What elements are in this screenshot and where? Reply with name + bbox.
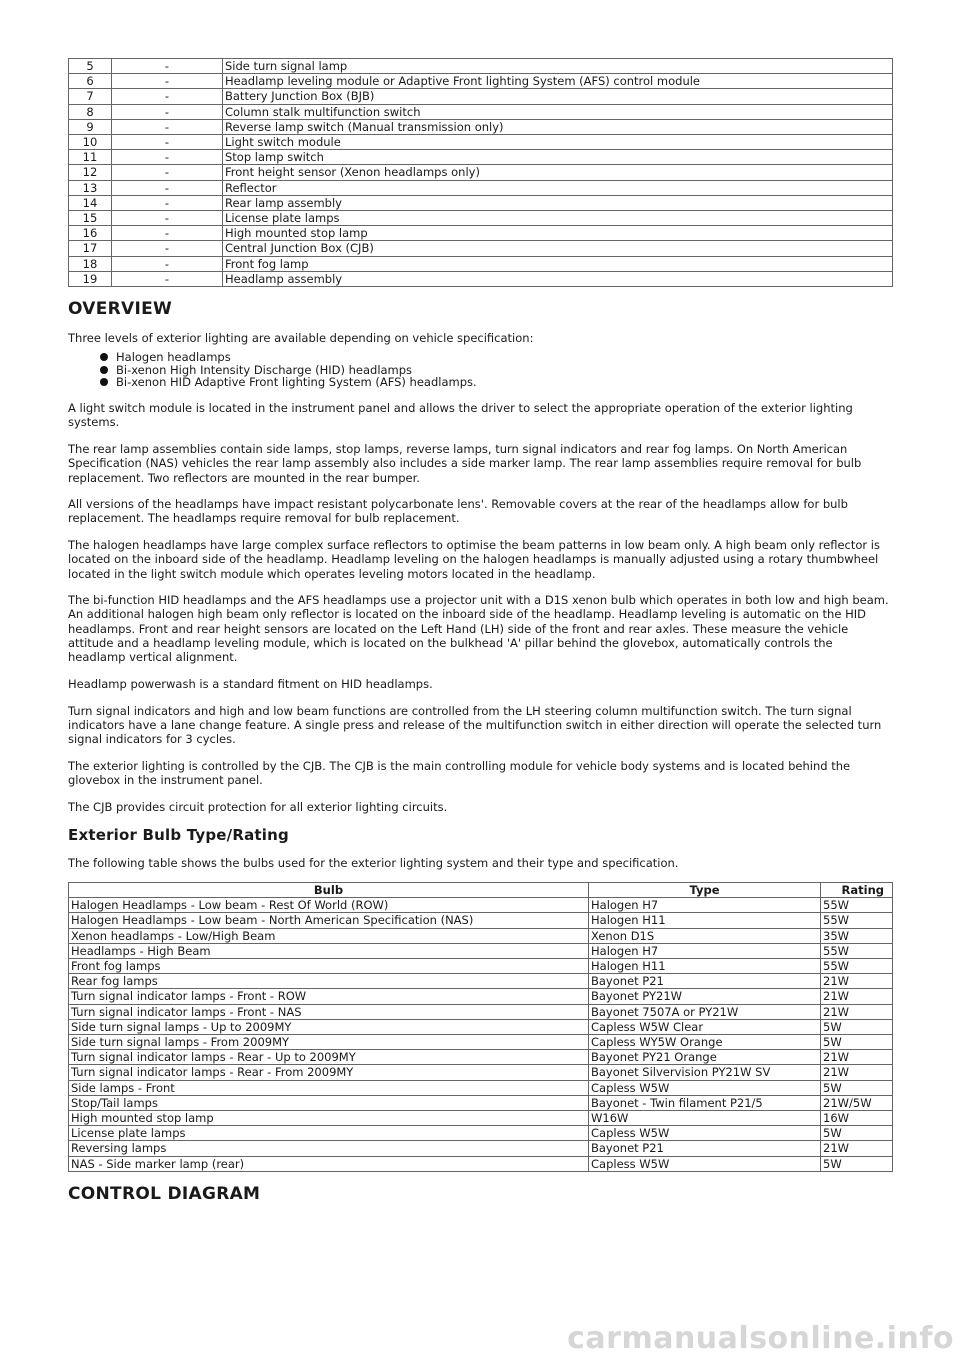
table-row [69,1019,893,1034]
bulb-name-cell: Side turn signal lamps - From 2009MY [69,1034,589,1049]
bulb-type-cell: Capless W5W [589,1156,821,1171]
paragraph: The halogen headlamps have large complex surface reflectors to optimise the beam patterns in low beam only. A high beam only reflector is located on the inboard side of the headlamp. Headlamp leveling on the halogen headlamps is manually adjusted using a rotary thumbwheel located in the light switch module which operates leveling motors located in the headlamp. [68,538,880,581]
table-row [69,180,893,195]
table-row [69,1141,893,1156]
table-row [69,943,893,958]
table-row [69,974,893,989]
legend-number: 18 [69,256,112,271]
bulb-rating-cell: 21W [821,1141,893,1156]
bulb-type-cell: Bayonet PY21 Orange [589,1050,821,1065]
bulb-rating-cell: 55W [821,958,893,973]
bulb-rating-cell: 55W [821,898,893,913]
table-row [69,1034,893,1049]
bulb-rating-cell: 5W [821,1034,893,1049]
bulb-type-cell: Bayonet - Twin filament P21/5 [589,1095,821,1110]
legend-number: 8 [69,104,112,119]
table-row [69,1126,893,1141]
legend-number: 12 [69,165,112,180]
legend-description: Headlamp leveling module or Adaptive Front lighting System (AFS) control module [223,74,893,89]
bulb-rating-cell: 16W [821,1110,893,1125]
bulb-rating-cell: 21W [821,1004,893,1019]
bulb-type-cell: Xenon D1S [589,928,821,943]
bulb-table-body [69,898,893,1172]
paragraph: A light switch module is located in the instrument panel and allows the driver to select the appropriate operation of the exterior lighting systems. [68,401,853,430]
list-item-text: Bi-xenon HID Adaptive Front lighting System (AFS) headlamps. [116,375,477,390]
legend-number: 17 [69,241,112,256]
legend-number: 14 [69,195,112,210]
table-row [69,256,893,271]
bulb-name-cell: Turn signal indicator lamps - Front - NAS [69,1004,589,1019]
table-row [69,74,893,89]
list-item [68,376,892,389]
bulb-type-cell: W16W [589,1110,821,1125]
bulb-rating-cell: 21W [821,1050,893,1065]
bulb-rating-cell: 21W/5W [821,1095,893,1110]
bulb-name-cell: Side turn signal lamps - Up to 2009MY [69,1019,589,1034]
bulb-rating-cell: 55W [821,913,893,928]
table-row [69,165,893,180]
legend-dash: - [112,211,223,226]
bulb-type-cell: Bayonet PY21W [589,989,821,1004]
legend-description: Side turn signal lamp [223,59,893,74]
paragraph: The bi-function HID headlamps and the AFS headlamps use a projector unit with a D1S xenon bulb which operates in both low and high beam. An additional halogen high beam only reflector is located on the inboard side of the headlamp. Headlamp leveling is automatic on the HID headlamps. Front and rear height sensors are located on the Left Hand (LH) side of the front and rear axles. These measure the vehicle attitude and a headlamp leveling module, which is located on the bulkhead 'A' pillar behind the glovebox, automatically controls the headlamp vertical alignment. [68,593,889,665]
list-item-text: Halogen headlamps [116,350,231,365]
bulb-rating-cell: 5W [821,1126,893,1141]
bulb-rating-cell: 5W [821,1080,893,1095]
paragraph: Headlamp powerwash is a standard fitment on HID headlamps. [68,676,433,691]
legend-number: 7 [69,89,112,104]
bulb-rating-heading: Exterior Bulb Type/Rating [68,825,289,844]
table-row [69,211,893,226]
bulb-rating-cell: 21W [821,1065,893,1080]
bulb-name-cell: Stop/Tail lamps [69,1095,589,1110]
table-row [69,59,893,74]
bulb-name-cell: Rear fog lamps [69,974,589,989]
bulb-name-cell: NAS - Side marker lamp (rear) [69,1156,589,1171]
table-row [69,119,893,134]
bulb-rating-cell: 21W [821,974,893,989]
headlamp-levels-list [68,351,892,389]
paragraph: The CJB provides circuit protection for all exterior lighting circuits. [68,799,448,814]
bulb-type-cell: Halogen H7 [589,898,821,913]
legend-number: 9 [69,119,112,134]
legend-dash: - [112,226,223,241]
table-row [69,958,893,973]
bulb-type-cell: Bayonet Silvervision PY21W SV [589,1065,821,1080]
table-row [69,898,893,913]
control-diagram-heading: CONTROL DIAGRAM [68,1183,261,1204]
bulb-name-cell: Reversing lamps [69,1141,589,1156]
legend-description: Battery Junction Box (BJB) [223,89,893,104]
legend-number: 6 [69,74,112,89]
legend-dash: - [112,271,223,286]
bulb-name-cell: Halogen Headlamps - Low beam - North American Specification (NAS) [69,913,589,928]
overview-heading: OVERVIEW [68,299,173,320]
bulb-name-cell: Halogen Headlamps - Low beam - Rest Of World (ROW) [69,898,589,913]
table-row [69,241,893,256]
table-row [69,195,893,210]
legend-number: 5 [69,59,112,74]
bulb-name-cell: License plate lamps [69,1126,589,1141]
table-row [69,104,893,119]
bulb-type-cell: Halogen H11 [589,958,821,973]
legend-dash: - [112,59,223,74]
table-header-row [69,882,893,897]
legend-description: Headlamp assembly [223,271,893,286]
table-row [69,135,893,150]
legend-description: Stop lamp switch [223,150,893,165]
table-row [69,928,893,943]
bulb-rating-cell: 35W [821,928,893,943]
bulb-type-cell: Capless W5W Clear [589,1019,821,1034]
bulb-name-cell: High mounted stop lamp [69,1110,589,1125]
legend-description: Reverse lamp switch (Manual transmission only) [223,119,893,134]
legend-dash: - [112,165,223,180]
bulb-rating-cell: 5W [821,1156,893,1171]
legend-description: Front height sensor (Xenon headlamps only) [223,165,893,180]
legend-dash: - [112,119,223,134]
table-row [69,1050,893,1065]
legend-description: Column stalk multifunction switch [223,104,893,119]
table-row [69,1156,893,1171]
legend-description: Light switch module [223,135,893,150]
bulb-name-cell: Turn signal indicator lamps - Rear - From 2009MY [69,1065,589,1080]
bulb-type-cell: Capless WY5W Orange [589,1034,821,1049]
legend-dash: - [112,256,223,271]
legend-number: 10 [69,135,112,150]
bulb-name-cell: Side lamps - Front [69,1080,589,1095]
column-header-bulb: Bulb [69,882,589,897]
table-row [69,150,893,165]
paragraph: The rear lamp assemblies contain side lamps, stop lamps, reverse lamps, turn signal indicators and rear fog lamps. On North American Specification (NAS) vehicles the rear lamp assembly also includes a side marker lamp. The rear lamp assemblies require removal for bulb replacement. Two reflectors are mounted in the rear bumper. [68,442,862,485]
document-page [68,58,892,1204]
legend-dash: - [112,241,223,256]
legend-dash: - [112,135,223,150]
table-row [69,1065,893,1080]
bulb-type-cell: Bayonet P21 [589,974,821,989]
paragraph: All versions of the headlamps have impact resistant polycarbonate lens'. Removable covers at the rear of the headlamps allow for bulb replacement. The headlamps require removal for bulb replacement. [68,497,848,526]
bulb-type-cell: Bayonet P21 [589,1141,821,1156]
table-row [69,913,893,928]
legend-dash: - [112,180,223,195]
bulb-rating-cell: 21W [821,989,893,1004]
legend-dash: - [112,89,223,104]
legend-dash: - [112,150,223,165]
table-row [69,1095,893,1110]
bullet-icon [100,353,108,361]
overview-intro: Three levels of exterior lighting are available depending on vehicle specification: [68,331,534,346]
bulb-type-cell: Bayonet 7507A or PY21W [589,1004,821,1019]
bulb-rating-cell: 5W [821,1019,893,1034]
column-header-type: Type [589,882,821,897]
legend-dash: - [112,104,223,119]
legend-description: Rear lamp assembly [223,195,893,210]
bulb-type-cell: Capless W5W [589,1126,821,1141]
legend-description: Central Junction Box (CJB) [223,241,893,256]
legend-dash: - [112,195,223,210]
legend-description: License plate lamps [223,211,893,226]
bulb-type-cell: Halogen H7 [589,943,821,958]
column-header-rating: Rating [821,882,893,897]
table-row [69,226,893,241]
bulb-table-intro: The following table shows the bulbs used for the exterior lighting system and their type and specification. [68,855,679,870]
table-row [69,1110,893,1125]
bulb-rating-cell: 55W [821,943,893,958]
paragraph: Turn signal indicators and high and low beam functions are controlled from the LH steering column multifunction switch. The turn signal indicators have a lane change feature. A single press and release of the multifunction switch in either direction will operate the selected turn signal indicators for 3 cycles. [68,703,882,746]
bulb-type-cell: Halogen H11 [589,913,821,928]
legend-number: 19 [69,271,112,286]
legend-description: Reflector [223,180,893,195]
legend-number: 16 [69,226,112,241]
bulb-rating-table [68,882,893,1172]
bulb-name-cell: Xenon headlamps - Low/High Beam [69,928,589,943]
table-row [69,989,893,1004]
bulb-name-cell: Turn signal indicator lamps - Rear - Up to 2009MY [69,1050,589,1065]
legend-body [69,59,893,287]
legend-number: 11 [69,150,112,165]
bullet-icon [100,378,108,386]
bulb-name-cell: Headlamps - High Beam [69,943,589,958]
table-row [69,1004,893,1019]
table-row [69,271,893,286]
legend-description: High mounted stop lamp [223,226,893,241]
bulb-type-cell: Capless W5W [589,1080,821,1095]
bulb-name-cell: Turn signal indicator lamps - Front - ROW [69,989,589,1004]
paragraph: The exterior lighting is controlled by the CJB. The CJB is the main controlling module for vehicle body systems and is located behind the glovebox in the instrument panel. [68,758,851,787]
table-row [69,89,893,104]
table-row [69,1080,893,1095]
watermark: carmanualsonline.info [567,1321,954,1356]
bullet-icon [100,366,108,374]
legend-dash: - [112,74,223,89]
bulb-name-cell: Front fog lamps [69,958,589,973]
legend-number: 13 [69,180,112,195]
legend-description: Front fog lamp [223,256,893,271]
component-legend-table [68,58,893,287]
list-item-text: Bi-xenon High Intensity Discharge (HID) headlamps [116,362,413,377]
legend-number: 15 [69,211,112,226]
